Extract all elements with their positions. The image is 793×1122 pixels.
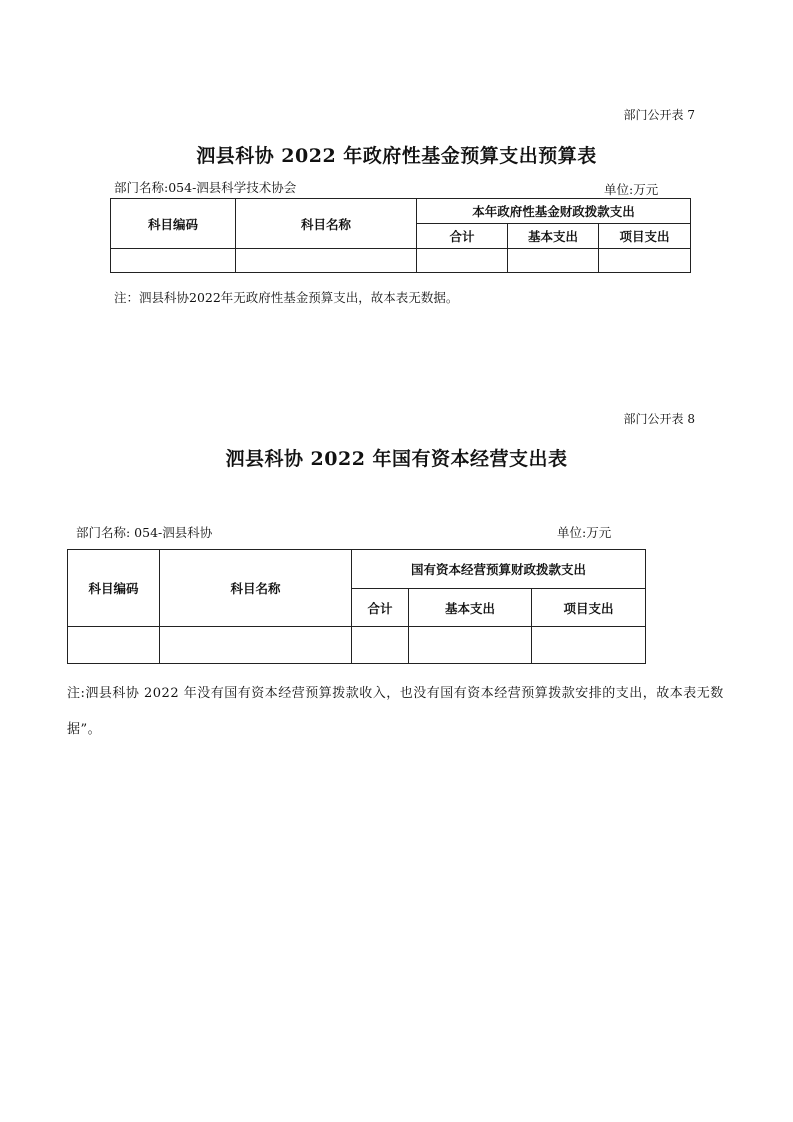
form8-header-project: 项目支出 [532, 589, 646, 627]
form7-header-group: 本年政府性基金财政拨款支出 [417, 199, 691, 224]
form7-table [110, 198, 691, 273]
form7-department: 部门名称:054-泗县科学技术协会 [114, 180, 297, 195]
form8-empty-cell [68, 627, 160, 664]
form7-empty-cell [417, 249, 508, 273]
table-row [111, 249, 691, 273]
form7-empty-cell [599, 249, 691, 273]
form7-header-total: 合计 [417, 224, 508, 249]
form8-title: 泗县科协 2022 年国有资本经营支出表 [225, 448, 568, 470]
form8-note: 注:泗县科协 2022 年没有国有资本经营预算拨款收入，也没有国有资本经营预算拨款安排的支出，故本表无数据”。 [67, 686, 724, 737]
form8-empty-cell [160, 627, 352, 664]
form8-header-basic: 基本支出 [409, 589, 532, 627]
form8-header-total: 合计 [352, 589, 409, 627]
form8-header-name: 科目名称 [160, 550, 352, 627]
public-form-label-8: 部门公开表 8 [623, 412, 695, 426]
form7-header-name: 科目名称 [236, 199, 417, 249]
form8-header-group: 国有资本经营预算财政拨款支出 [352, 550, 646, 589]
form8-empty-cell [352, 627, 409, 664]
form7-header-basic: 基本支出 [508, 224, 599, 249]
form7-empty-cell [111, 249, 236, 273]
form8-unit: 单位:万元 [557, 525, 612, 540]
form7-empty-cell [236, 249, 417, 273]
form8-table [67, 549, 646, 664]
form8-department: 部门名称: 054-泗县科协 [76, 525, 213, 540]
form7-unit: 单位:万元 [604, 182, 659, 197]
form8-empty-cell [409, 627, 532, 664]
form7-title: 泗县科协 2022 年政府性基金预算支出预算表 [196, 145, 597, 167]
form7-header-code: 科目编码 [111, 199, 236, 249]
form8-empty-cell [532, 627, 646, 664]
form7-header-project: 项目支出 [599, 224, 691, 249]
form7-empty-cell [508, 249, 599, 273]
table-row [68, 627, 646, 664]
form7-note: 注：泗县科协2022年无政府性基金预算支出，故本表无数据。 [114, 290, 459, 305]
public-form-label-7: 部门公开表 7 [623, 108, 695, 122]
form8-header-code: 科目编码 [68, 550, 160, 627]
